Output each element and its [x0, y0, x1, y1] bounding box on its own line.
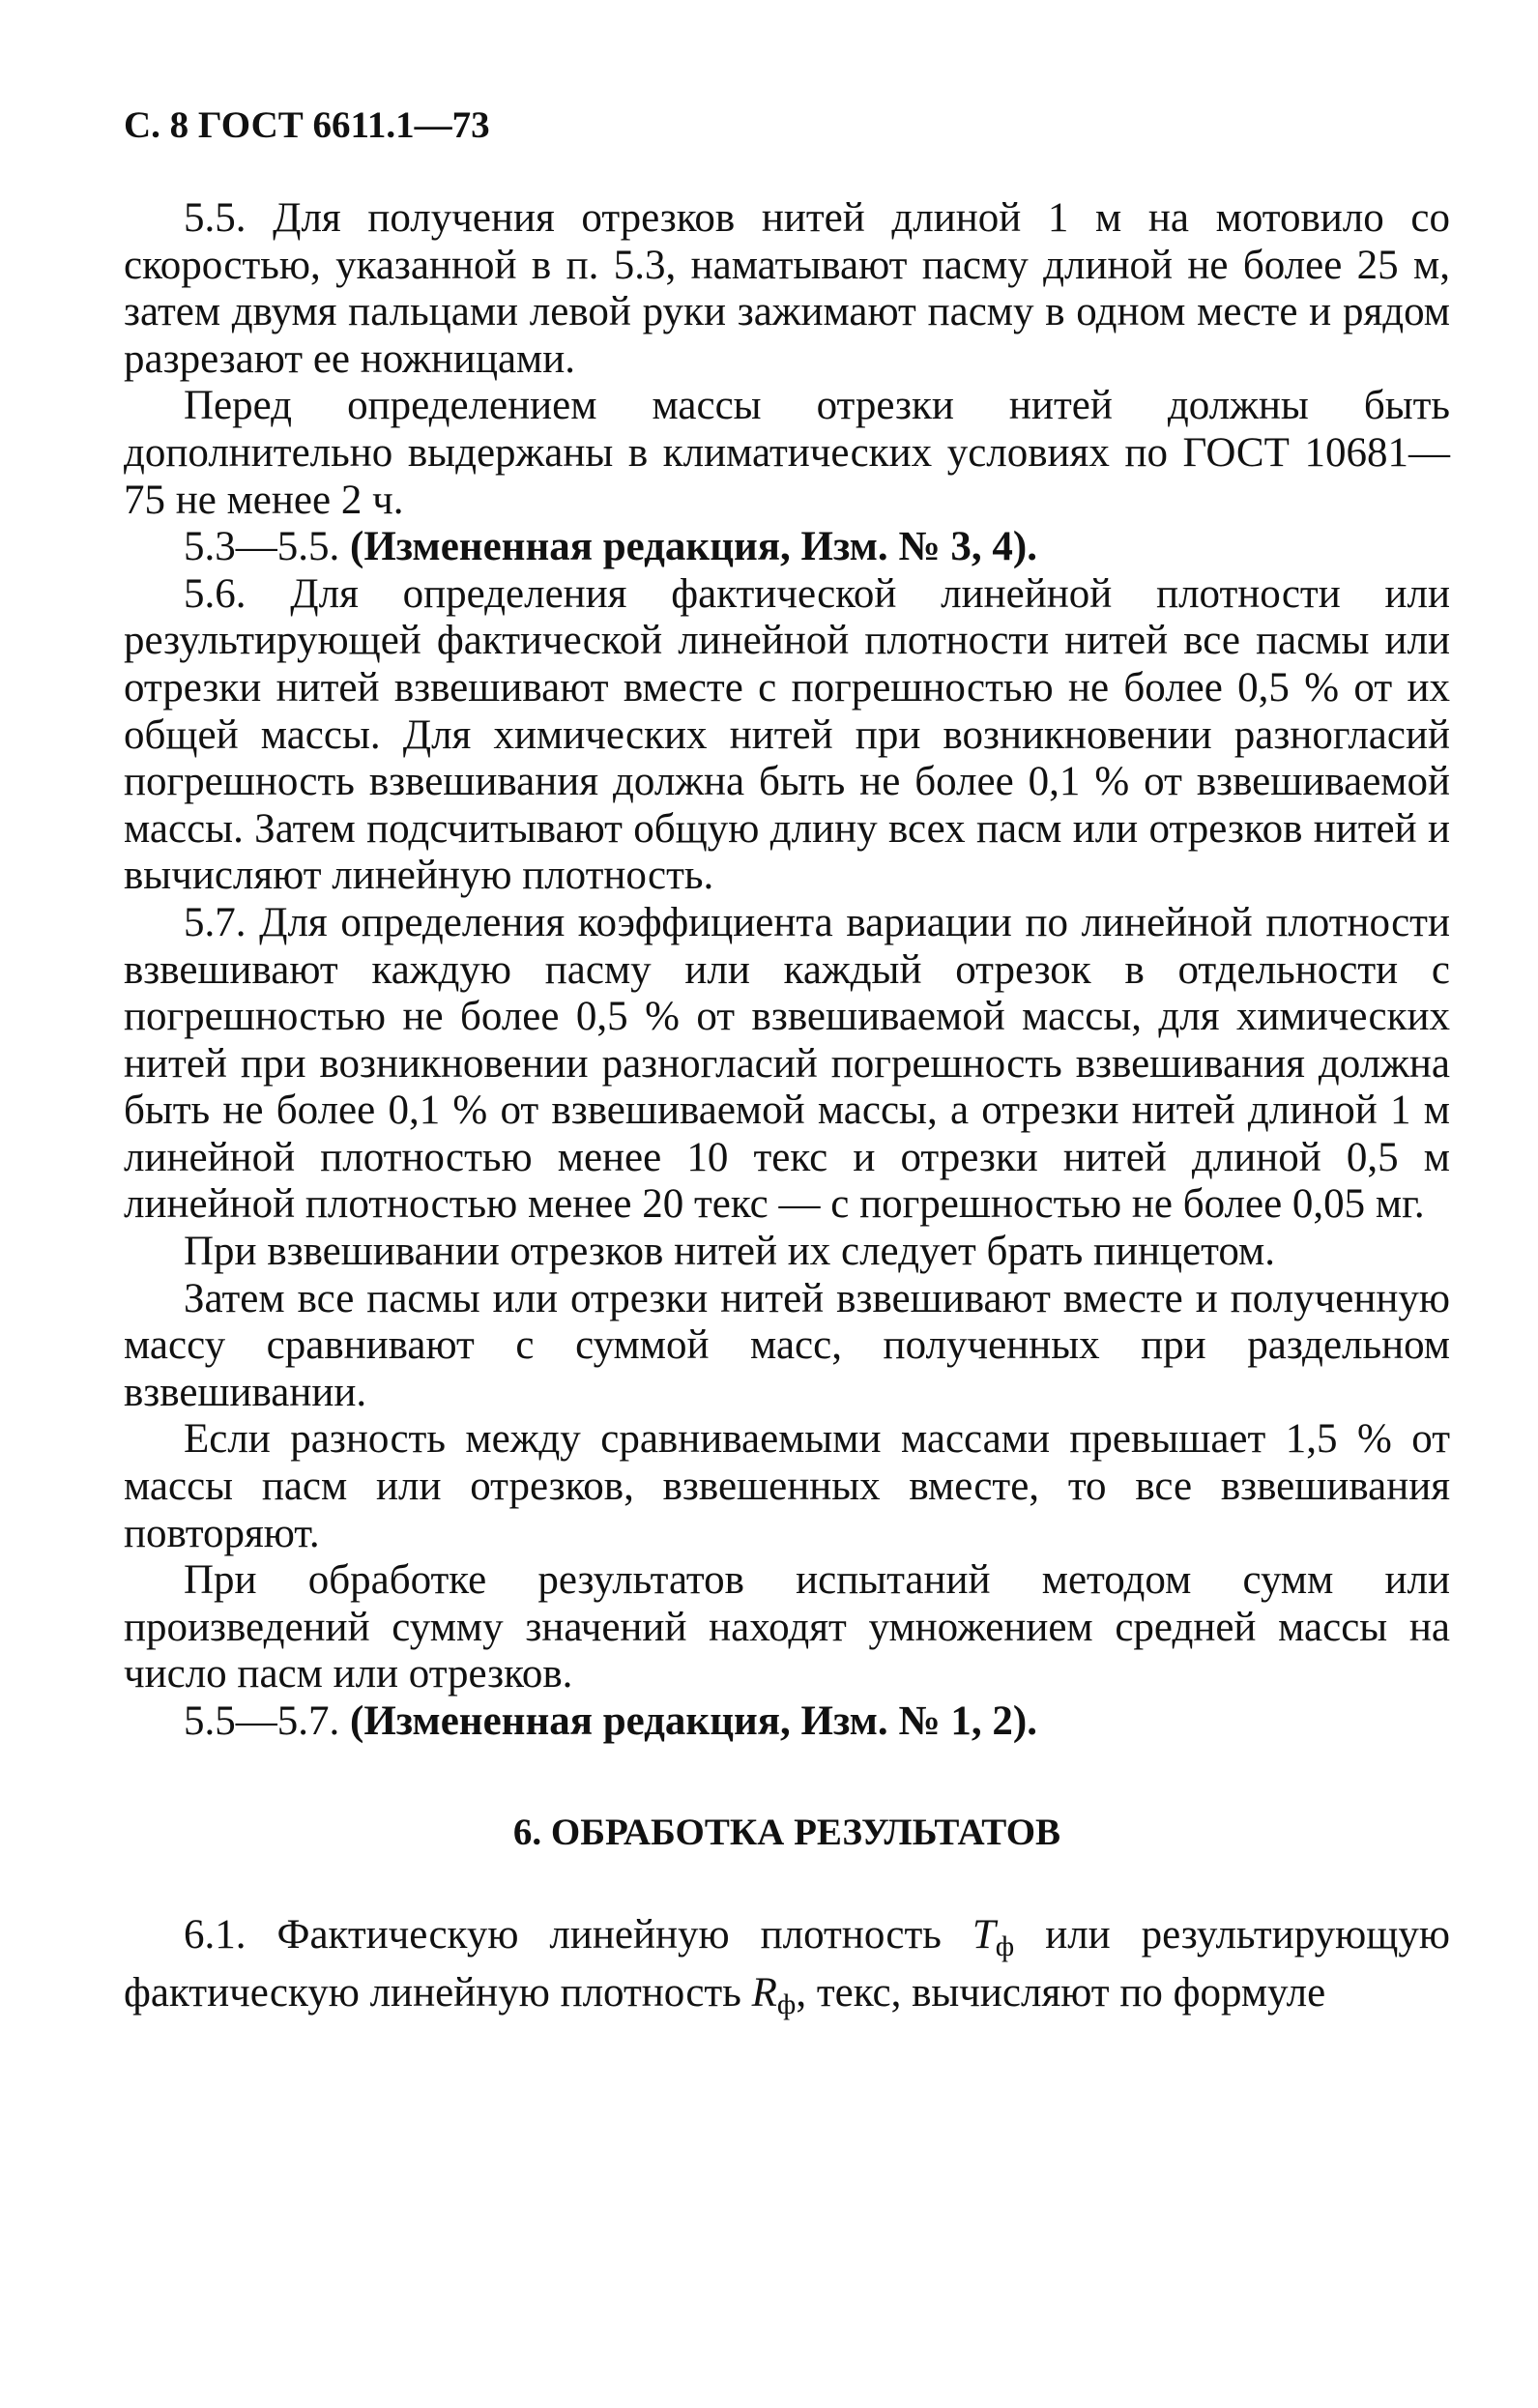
amendment-text: (Измененная редакция, Изм. № 1, 2).	[350, 1698, 1037, 1744]
amendment-note-5-3-5-5	[124, 524, 1450, 571]
paragraph-compare-masses: Затем все пасмы или отрезки нитей взвешивают вместе и полученную массу сравнивают с суммой масс, полученных при раздельном взвешивании.	[124, 1275, 1450, 1415]
section-heading: 6. ОБРАБОТКА РЕЗУЛЬТАТОВ	[512, 1811, 1061, 1853]
symbol-t	[972, 1911, 1015, 1962]
paragraph-conditioning: Перед определением массы отрезки нитей должны быть дополнительно выдержаны в климатических условиях по ГОСТ 10681—75 не менее 2 ч.	[124, 383, 1450, 523]
paragraph-text: или результирующую фактическую линейную плотность	[124, 1911, 1451, 2016]
symbol-letter: R	[751, 1970, 777, 2016]
running-head: С. 8 ГОСТ 6611.1—73	[124, 104, 490, 146]
paragraph-5-6: 5.6. Для определения фактической линейной плотности или результирующей фактической линейной плотности нитей все пасмы или отрезки нитей взвешивают вместе с погрешностью не более 0,5 % от их общей массы. Для химических нитей при возникновении разногласий погрешность взвешивания должна быть не более 0,1 % от взвешиваемой массы. Затем подсчитывают общую длину всех пасм или отрезков нитей и вычисляют линейную плотность.	[124, 570, 1450, 899]
paragraph-sums-method: При обработке результатов испытаний методом сумм или произведений сумму значений находят умножением средней массы на число пасм или отрезков.	[124, 1557, 1450, 1697]
amendment-ref: 5.5—5.7.	[184, 1698, 340, 1744]
paragraph-6-1	[124, 1912, 1450, 2029]
paragraph-repeat-weighing: Если разность между сравниваемыми массами превышает 1,5 % от массы пасм или отрезков, взвешенных вместе, то все взвешивания повторяют.	[124, 1416, 1450, 1556]
symbol-r	[751, 1970, 797, 2021]
paragraph-text: , текс, вычисляют по формуле	[796, 1970, 1326, 2016]
paragraph-text: 6.1. Фактическую линейную плотность	[184, 1911, 972, 1958]
symbol-letter: T	[972, 1911, 996, 1958]
paragraph-tweezers: При взвешивании отрезков нитей их следует брать пинцетом.	[184, 1229, 1276, 1275]
amendment-text: (Измененная редакция, Изм. № 3, 4).	[350, 524, 1037, 570]
amendment-note-5-5-5-7	[124, 1698, 1450, 1746]
amendment-ref: 5.3—5.5.	[184, 524, 340, 570]
symbol-subscript: ф	[995, 1929, 1015, 1962]
paragraph-5-5: 5.5. Для получения отрезков нитей длиной 1 м на мотовило со скоростью, указанной в п. 5.3, наматывают пасму длиной не более 25 м, затем двумя пальцами левой руки зажимают пасму в одном месте и рядом разрезают ее ножницами.	[124, 195, 1450, 382]
symbol-subscript: ф	[776, 1988, 797, 2021]
paragraph-5-7: 5.7. Для определения коэффициента вариации по линейной плотности взвешивают каждую пасму или каждый отрезок в отдельности с погрешностью не более 0,5 % от взвешиваемой массы, для химических нитей при возникновении разногласий погрешность взвешивания должна быть не более 0,1 % от взвешиваемой массы, а отрезки нитей длиной 1 м линейной плотностью менее 10 текс и отрезки нитей длиной 0,5 м линейной плотностью менее 20 текс — с погрешностью не более 0,05 мг.	[124, 899, 1450, 1228]
document-page	[124, 104, 1450, 2029]
